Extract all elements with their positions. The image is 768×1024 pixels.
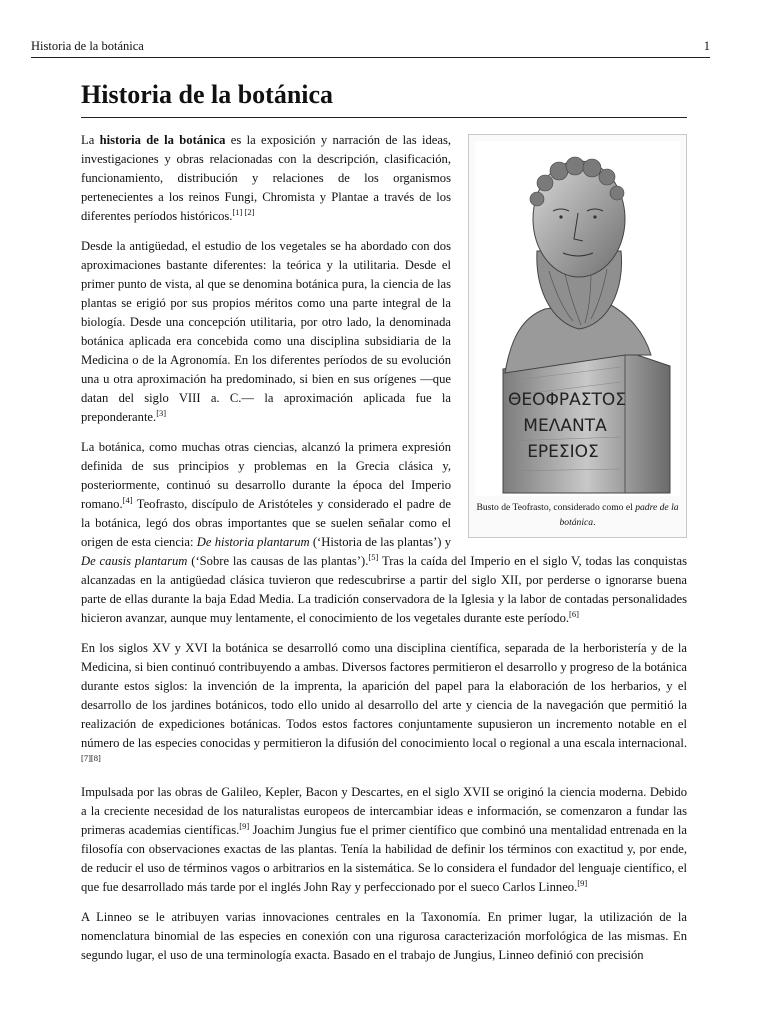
figure-box (468, 134, 687, 538)
article-title: Historia de la botánica (81, 80, 334, 109)
text-segment: padre de la botánica (559, 502, 679, 528)
text-segment: Tras la caída del Imperio en el siglo V, todas las conquistas alcanzadas en la antigüedad clásica tuvieron que redescubrirse a partir del siglo XII, por perderse o ignorarse buena parte de ellas durante la baja Edad Media. La tradición conservadora de la Iglesia y la labor de contadas personalidades hicieron avanzar, aunque muy lentamente, el conocimiento de los vegetales durante este período. (81, 554, 687, 625)
inscription-line-2: ΜΕΛΑΝΤΑ (523, 416, 607, 436)
text-segment: De causis plantarum (81, 554, 188, 568)
running-title: Historia de la botánica (31, 39, 144, 53)
reference-citation[interactable]: [9] (577, 877, 588, 888)
reference-citation[interactable]: [9] (239, 820, 250, 831)
reference-citation[interactable]: [1] [2] (232, 206, 255, 217)
reference-citation[interactable]: [4] (122, 494, 133, 505)
running-header (31, 38, 710, 58)
reference-citation[interactable]: [3] (156, 407, 167, 418)
text-segment: A Linneo se le atribuyen varias innovaciones centrales en la Taxonomía. En primer lugar, la utilización de la nomenclatura binomial de las especies en conexión con una rigurosa caracterización morfológica de las mismas. En segundo lugar, el uso de una terminología exacta. Basado en el trabajo de Jungius, Linneo definió con precisión (81, 910, 687, 962)
text-segment: (‘Historia de las plantas’) y (309, 535, 452, 549)
paragraph (81, 783, 687, 897)
figure-caption (475, 500, 680, 530)
text-segment: (‘Sobre las causas de las plantas’). (187, 554, 369, 568)
reference-citation[interactable]: [5] (368, 551, 379, 562)
inscription-line-1: ΘΕΟΦΡΑΣΤΟΣ (507, 390, 627, 410)
text-segment: De historia plantarum (196, 535, 310, 549)
text-segment: La botánica, como muchas otras ciencias, alcanzó la primera expresión definida de sus principios y problemas en la Grecia clásica y, posteriormente, continuó su desarrollo durante la época del Imperio romano. (81, 440, 451, 511)
paragraph (81, 908, 687, 965)
text-segment: . (593, 517, 596, 528)
text-segment: Desde la antigüedad, el estudio de los vegetales se ha abordado con dos aproximaciones bastante diferentes: la teórica y la utilitaria. Desde el primer punto de vista, al que se denomina botánica pura, la ciencia de las plantas se erigió por sus propios méritos como una parte integral de la biología. Desde una concepción utilitaria, por otro lado, la denominada botánica aplicada era concebida como una disciplina subsidiaria de la Medicina o de la Agronomía. En los diferentes períodos de su evolución una u otra aproximación ha predominado, si bien en sus orígenes —que datan del siglo VIII a. C.— la aproximación aplicada fue la preponderante. (81, 239, 451, 424)
text-segment: Teofrasto, discípulo de Aristóteles y considerado el padre de la botánica, legó dos obras importantes que se suelen señalar como el origen de esta ciencia: (81, 497, 451, 549)
inscription-line-3: ΕΡΕΣΙΟΣ (527, 442, 599, 462)
text-segment: Impulsada por las obras de Galileo, Kepler, Bacon y Descartes, en el siglo XVII se originó la ciencia moderna. Debido a la creciente necesidad de los naturalistas europeos de intercambiar ideas e información, se comenzaron a fundar las primeras academias científicas. (81, 785, 687, 837)
paragraph (81, 639, 687, 772)
text-segment: Busto de Teofrasto, considerado como el (476, 502, 636, 513)
title-divider (81, 117, 687, 118)
theophrastus-bust-icon (475, 141, 680, 496)
page-number: 1 (703, 39, 710, 53)
text-segment: La (81, 133, 100, 147)
reference-citation[interactable]: [7][8] (81, 752, 101, 763)
reference-citation[interactable]: [6] (569, 608, 579, 619)
text-segment: En los siglos XV y XVI la botánica se desarrolló como una disciplina científica, separada de la herboristería y de la Medicina, si bien continuó contribuyendo a ambas. Diversos factores permitieron el desarrollo y progreso de la botánica durante estos siglos: la invención de la imprenta, la aparición del papel para la elaboración de los herbarios, y el desarrollo de los jardines botánicos, todo ello unido al desarrollo del arte y ciencia de la navegación que permitió la realización de expediciones botánicas. Todos estos factores conjuntamente supusieron un incremento notable en el número de las especies conocidas y permitieron la difusión del conocimiento local o regional a una escala internacional. (81, 641, 687, 750)
text-segment: es la exposición y narración de las ideas, investigaciones y obras relacionadas con la descripción, clasificación, funcionamiento, distribución y relaciones de los organismos pertenecientes a los reinos Fungi, Chromista y Plantae a través de los diferentes períodos históricos. (81, 133, 452, 223)
article-body (81, 131, 687, 976)
text-segment: Joachim Jungius fue el primer científico que combinó una mentalidad entrenada en la filosofía con observaciones exactas de las plantas. Tenía la habilidad de definir los términos con exactitud y, por ende, de reducir el uso de términos vagos o arbitrarios en la sistemática. Se lo considera el fundador del lenguaje científico, el que fue desarrollado más tarde por el inglés John Ray y perfeccionado por el sueco Carlos Linneo. (81, 823, 687, 894)
text-segment: historia de la botánica (99, 133, 226, 147)
